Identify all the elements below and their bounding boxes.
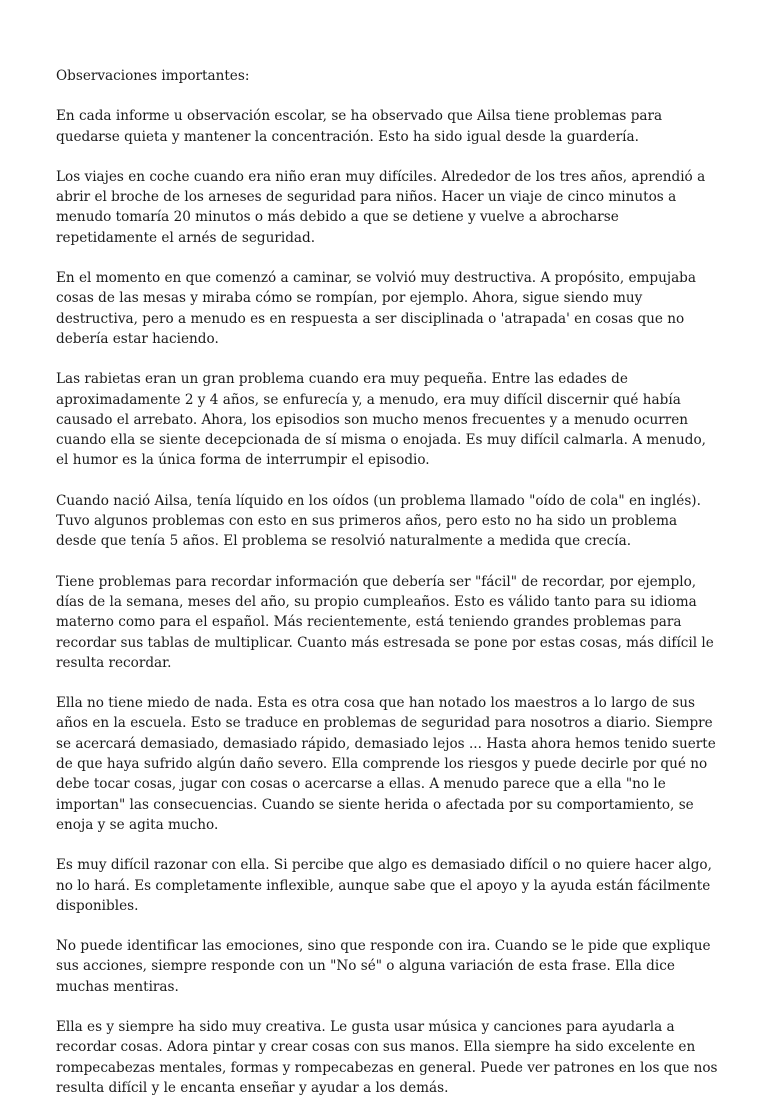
paragraph-memory: Tiene problemas para recordar información que debería ser "fácil" de recordar, por ejemplo, días de la semana, meses del año, su propio cumpleaños. Esto es válido tanto para su idioma materno como para el español. Más recientemente, está teniendo grandes problemas para recordar sus tablas de multiplicar. Cuanto más estresada se pone por estas cosas, más difícil le resulta recordar.: [56, 573, 714, 671]
paragraph-reasoning: Es muy difícil razonar con ella. Si percibe que algo es demasiado difícil o no quiere hacer algo, no lo hará. Es completamente inflexible, aunque sabe que el apoyo y la ayuda están fácilmente disponibles.: [56, 857, 712, 914]
paragraph-creativity: Ella es y siempre ha sido muy creativa. Le gusta usar música y canciones para ayudarla a recordar cosas. Adora pintar y crear cosas con sus manos. Ella siempre ha sido excelente en rompecabezas mentales, formas y rompecabezas en general. Puede ver patrones en los que nos resulta difícil y le encanta enseñar y ayudar a los demás.: [56, 1018, 718, 1096]
document-body: [56, 66, 718, 1118]
section-heading: Observaciones importantes:: [56, 68, 250, 84]
paragraph-ear-fluid: Cuando nació Ailsa, tenía líquido en los oídos (un problema llamado "oído de cola" en inglés). Tuvo algunos problemas con esto en sus primeros años, pero esto no ha sido un problema desde que tenía 5 años. El problema se resolvió naturalmente a medida que crecía.: [56, 492, 701, 550]
paragraph-tantrums: Las rabietas eran un gran problema cuando era muy pequeña. Entre las edades de aproximadamente 2 y 4 años, se enfurecía y, a menudo, era muy difícil discernir qué había causado el arrebato. Ahora, los episodios son mucho menos frecuentes y a menudo ocurren cuando ella se siente decepcionada de sí misma o enojada. Es muy difícil calmarla. A menudo, el humor es la única forma de interrumpir el episodio.: [56, 371, 706, 469]
paragraph-emotions: No puede identificar las emociones, sino que responde con ira. Cuando se le pide que explique sus acciones, siempre responde con un "No sé" o alguna variación de esta frase. Ella dice muchas mentiras.: [56, 938, 711, 995]
paragraph-school-observation: En cada informe u observación escolar, se ha observado que Ailsa tiene problemas para quedarse quieta y mantener la concentración. Esto ha sido igual desde la guardería.: [56, 108, 663, 145]
paragraph-destructive: En el momento en que comenzó a caminar, se volvió muy destructiva. A propósito, empujaba cosas de las mesas y miraba cómo se rompían, por ejemplo. Ahora, sigue siendo muy destructiva, pero a menudo es en respuesta a ser disciplinada o 'atrapada' en cosas que no debería estar haciendo.: [56, 270, 696, 347]
paragraph-car-trips: Los viajes en coche cuando era niño eran muy difíciles. Alrededor de los tres años, aprendió a abrir el broche de los arneses de seguridad para niños. Hacer un viaje de cinco minutos a menudo tomaría 20 minutos o más debido a que se detiene y vuelve a abrocharse repetidamente el arnés de seguridad.: [56, 168, 706, 246]
paragraph-fearless: Ella no tiene miedo de nada. Esta es otra cosa que han notado los maestros a lo largo de sus años en la escuela. Esto se traduce en problemas de seguridad para nosotros a diario. Siempre se acercará demasiado, demasiado rápido, demasiado lejos ... Hasta ahora hemos tenido suerte de que haya sufrido algún daño severo. Ella comprende los riesgos y puede decirle por qué no debe tocar cosas, jugar con cosas o acercarse a ellas. A menudo parece que a ella "no le importan" las consecuencias. Cuando se siente herida o afectada por su comportamiento, se enoja y se agita mucho.: [56, 695, 716, 833]
